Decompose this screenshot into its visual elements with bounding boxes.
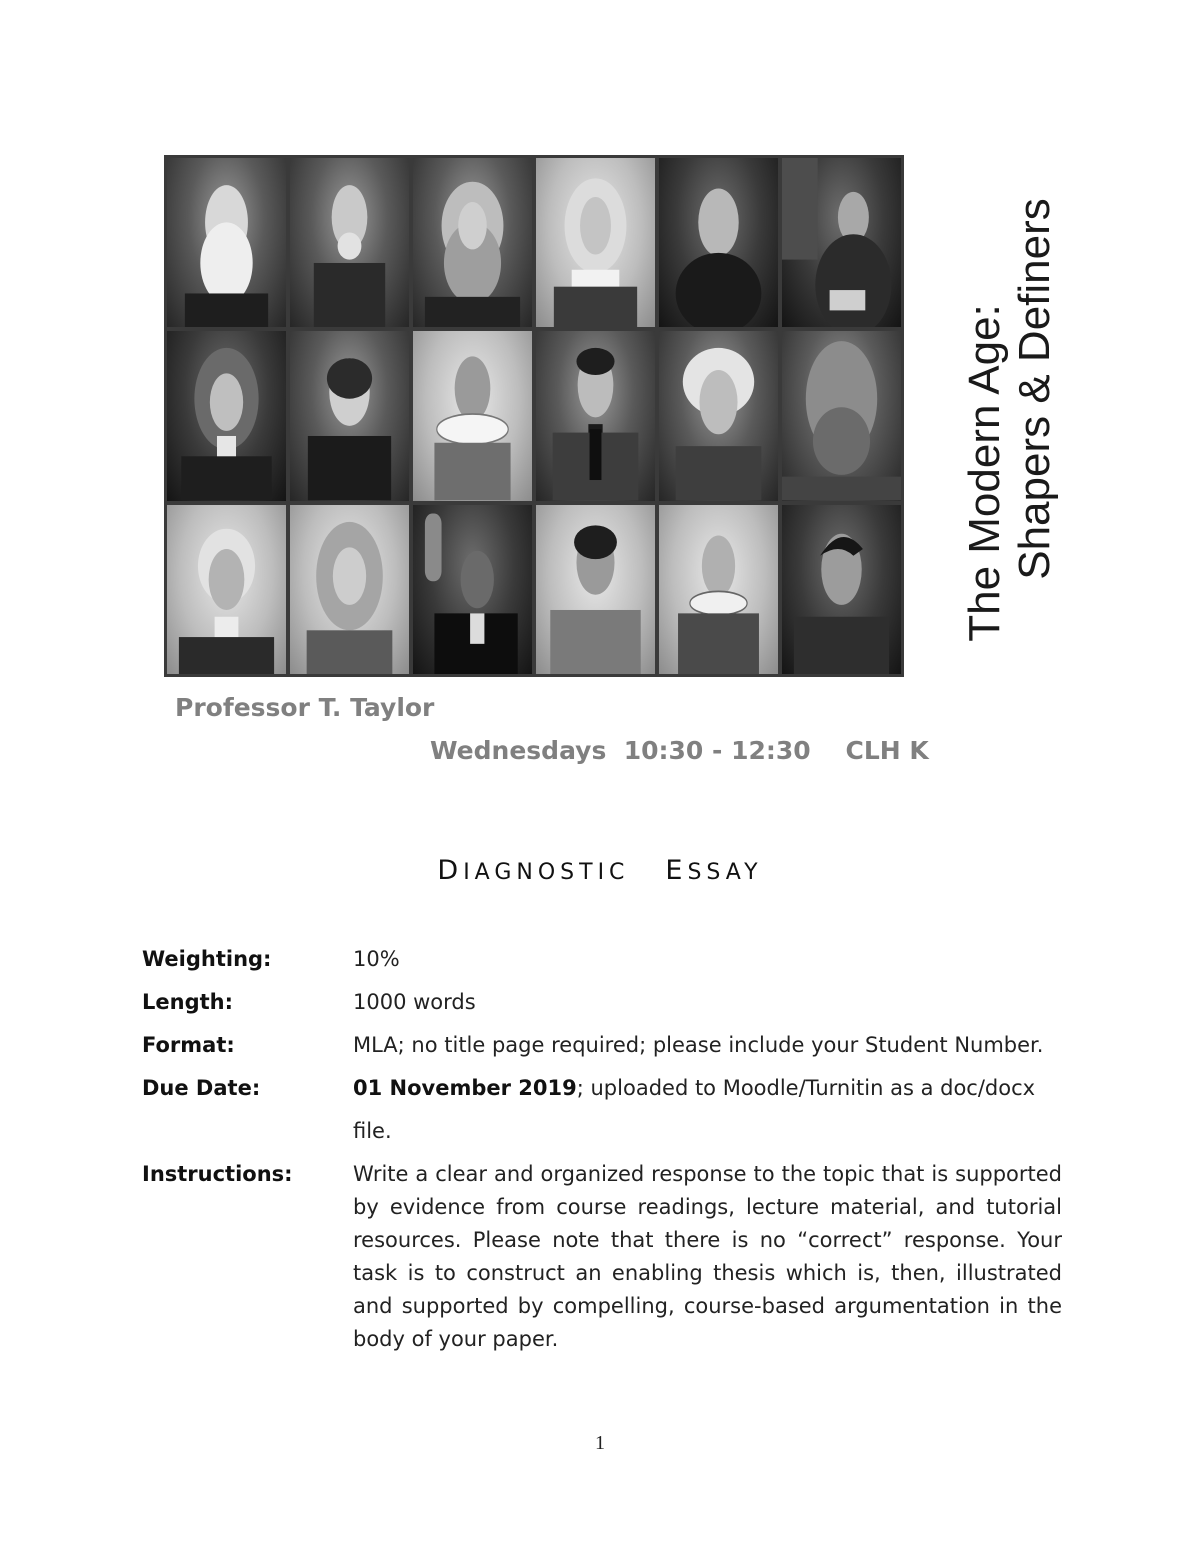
detail-row-weighting <box>142 938 1062 981</box>
portrait-image <box>536 505 655 674</box>
portrait-image <box>536 331 655 500</box>
detail-value <box>353 1067 1062 1153</box>
detail-label: Due Date: <box>142 1076 261 1100</box>
detail-row-format <box>142 1024 1062 1067</box>
professor-name: Professor T. Taylor <box>175 693 435 722</box>
portrait-image <box>167 505 286 674</box>
detail-value: 1000 words <box>353 990 476 1014</box>
assignment-details <box>142 938 1062 1356</box>
portrait-image <box>413 158 532 327</box>
class-schedule: Wednesdays 10:30 - 12:30 CLH K <box>430 736 929 765</box>
portrait-image <box>659 158 778 327</box>
title-rest-2: SSAY <box>687 860 763 885</box>
due-date: 01 November 2019 <box>353 1076 577 1100</box>
portrait-image <box>167 331 286 500</box>
portrait-image <box>782 331 901 500</box>
portrait-image <box>413 331 532 500</box>
portrait-image <box>536 158 655 327</box>
portrait-image <box>413 505 532 674</box>
detail-row-length <box>142 981 1062 1024</box>
title-initial-2: E <box>665 855 688 886</box>
detail-label: Format: <box>142 1033 235 1057</box>
portrait-image <box>290 331 409 500</box>
due-date-note: ; uploaded to Moodle/Turnitin as a doc/docx file. <box>353 1076 1036 1143</box>
detail-row-due-date <box>142 1067 1062 1153</box>
title-rest-1: IAGNOSTIC <box>463 860 630 885</box>
portrait-collage <box>164 155 904 677</box>
portrait-image <box>167 158 286 327</box>
course-title-line-1: The Modern Age: <box>960 304 1009 642</box>
page-number: 1 <box>595 1432 605 1454</box>
course-title-line-2: Shapers & Definers <box>1010 198 1059 580</box>
portrait-image <box>782 505 901 674</box>
title-initial-1: D <box>437 855 464 886</box>
course-title <box>950 160 1070 680</box>
detail-value: MLA; no title page required; please include your Student Number. <box>353 1033 1044 1057</box>
detail-row-instructions <box>142 1153 1062 1356</box>
detail-value: 10% <box>353 947 400 971</box>
detail-label: Instructions: <box>142 1162 293 1186</box>
portrait-image <box>290 158 409 327</box>
detail-label: Length: <box>142 990 233 1014</box>
portrait-image <box>659 505 778 674</box>
portrait-image <box>290 505 409 674</box>
document-title <box>0 855 1200 886</box>
portrait-image <box>659 331 778 500</box>
instructions-text: Write a clear and organized response to the topic that is supported by evidence from course readings, lecture material, and tutorial resources. Please note that there is no “correct” response. Your task is to construct an enabling thesis which is, then, illustrated and supported by compelling, course-based argumentation in the body of your paper. <box>353 1162 1062 1351</box>
portrait-image <box>782 158 901 327</box>
detail-label: Weighting: <box>142 947 272 971</box>
